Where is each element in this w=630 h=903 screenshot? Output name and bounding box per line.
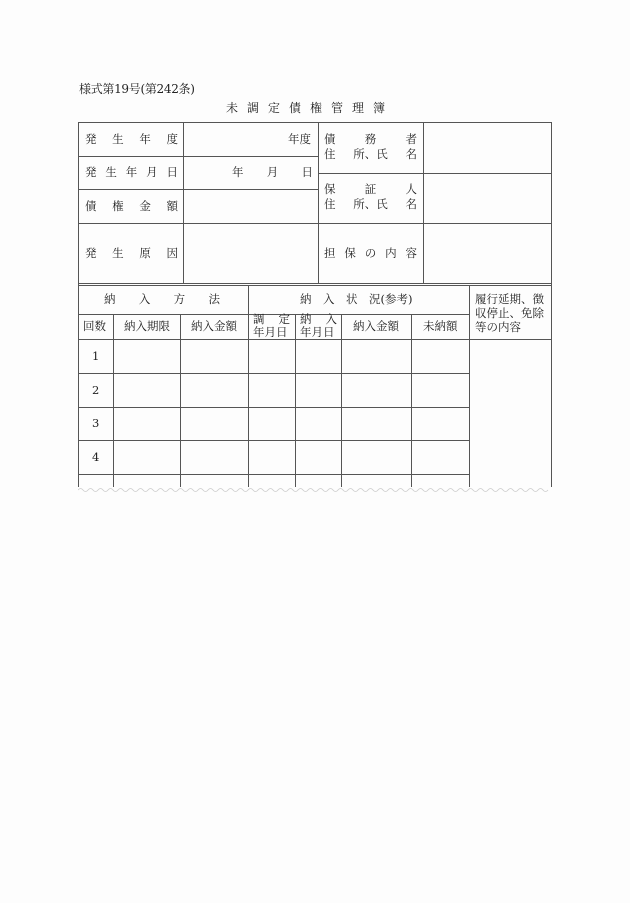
torn-edge-decoration — [78, 487, 552, 493]
col-unpaid: 未納額 — [423, 319, 458, 333]
label-claim-amount: 債 権 金 額 — [85, 199, 178, 213]
row-number: 2 — [92, 383, 100, 397]
col-paid-date: 納 入 年月日 — [300, 312, 337, 339]
claim-amount-field[interactable] — [184, 190, 317, 222]
header-remarks: 履行延期、徴 収停止、免除 等の内容 — [475, 292, 544, 334]
label-occurrence-date: 発 生 年 月 日 — [85, 165, 178, 179]
header-payment-method: 納 入 方 法 — [104, 292, 220, 306]
collateral-field[interactable] — [424, 224, 551, 282]
label-debtor: 債 務 者 — [324, 132, 417, 146]
col-assessed-date: 調 定 年月日 — [253, 312, 290, 339]
page-title: 未調定債権管理簿 — [226, 101, 395, 115]
col-paid-amount: 納入金額 — [353, 319, 399, 333]
label-cause: 発 生 原 因 — [85, 246, 178, 260]
label-fiscal-year: 発 生 年 度 — [85, 132, 178, 146]
header-payment-status: 納 入 状 況(参考) — [300, 292, 413, 306]
remarks-field[interactable] — [470, 340, 551, 488]
row-number: 4 — [92, 450, 100, 464]
col-method-amount: 納入金額 — [191, 319, 237, 333]
guarantor-field[interactable] — [424, 174, 551, 223]
label-debtor-address: 住 所、氏 名 — [324, 147, 417, 161]
cause-field[interactable] — [184, 224, 317, 282]
label-guarantor: 保 証 人 — [324, 182, 417, 196]
col-count: 回数 — [83, 319, 106, 333]
col-due-date: 納入期限 — [124, 319, 170, 333]
label-guarantor-address: 住 所、氏 名 — [324, 197, 417, 211]
debtor-field[interactable] — [424, 123, 551, 173]
form-number: 様式第19号(第242条) — [79, 82, 195, 96]
row-number: 1 — [92, 349, 100, 363]
occurrence-date-field[interactable]: 年 月 日 — [232, 165, 313, 179]
label-collateral: 担 保 の 内 容 — [324, 246, 417, 260]
fiscal-year-field[interactable]: 年度 — [288, 132, 311, 146]
row-number: 3 — [92, 416, 100, 430]
